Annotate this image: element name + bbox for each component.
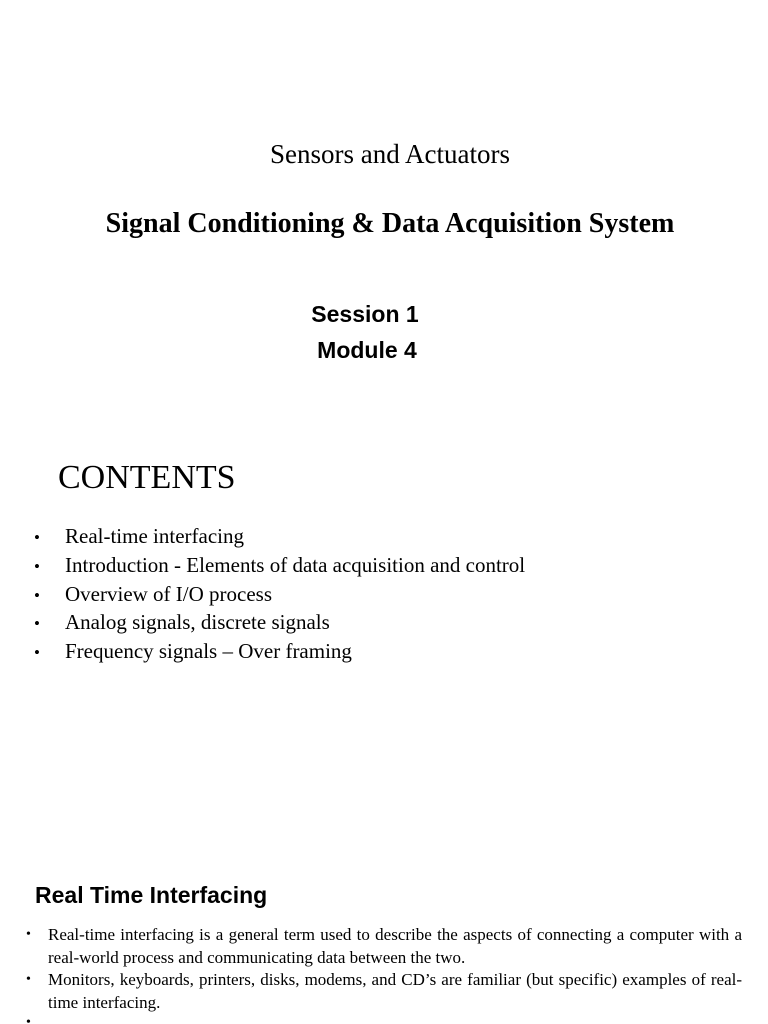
paragraph-list [26,924,742,1014]
bullet-icon: • [34,643,40,663]
contents-item [34,552,754,581]
bullet-icon: • [26,1015,31,1024]
paragraph-text: Monitors, keyboards, printers, disks, modems, and CD’s are familiar (but specific) examples of real-time interfacing. [48,970,742,1012]
contents-list [34,523,754,667]
bullet-icon: • [34,528,40,547]
contents-item-text: Analog signals, discrete signals [65,610,330,635]
paragraph-item [26,969,742,1014]
bullet-icon: • [34,585,40,605]
contents-item [34,581,754,610]
bullet-icon: • [26,927,31,942]
bullet-icon: • [26,972,31,987]
contents-item-text: Overview of I/O process [65,581,273,606]
paragraph-text: Real-time interfacing is a general term used to describe the aspects of connecting a computer with a real-world process and communicating data between the two. [48,925,742,967]
contents-item [34,638,754,667]
title-slide [0,0,768,400]
contents-item-text: Introduction - Elements of data acquisition and control [65,552,526,577]
section-heading: Real Time Interfacing [35,882,268,908]
contents-heading: CONTENTS [58,459,236,496]
topic-title: Signal Conditioning & Data Acquisition System [105,208,675,239]
contents-item [34,609,754,638]
contents-item [34,523,754,552]
contents-item-text: Real-time interfacing [65,524,245,548]
module-label: Module 4 [317,337,417,363]
contents-item-text: Frequency signals – Over framing [65,639,352,664]
bullet-icon: • [34,556,40,576]
course-title: Sensors and Actuators [270,139,510,169]
session-label: Session 1 [311,301,419,327]
paragraph-item [26,924,742,969]
bullet-icon: • [34,614,40,634]
clipped-paragraph [26,1014,742,1024]
